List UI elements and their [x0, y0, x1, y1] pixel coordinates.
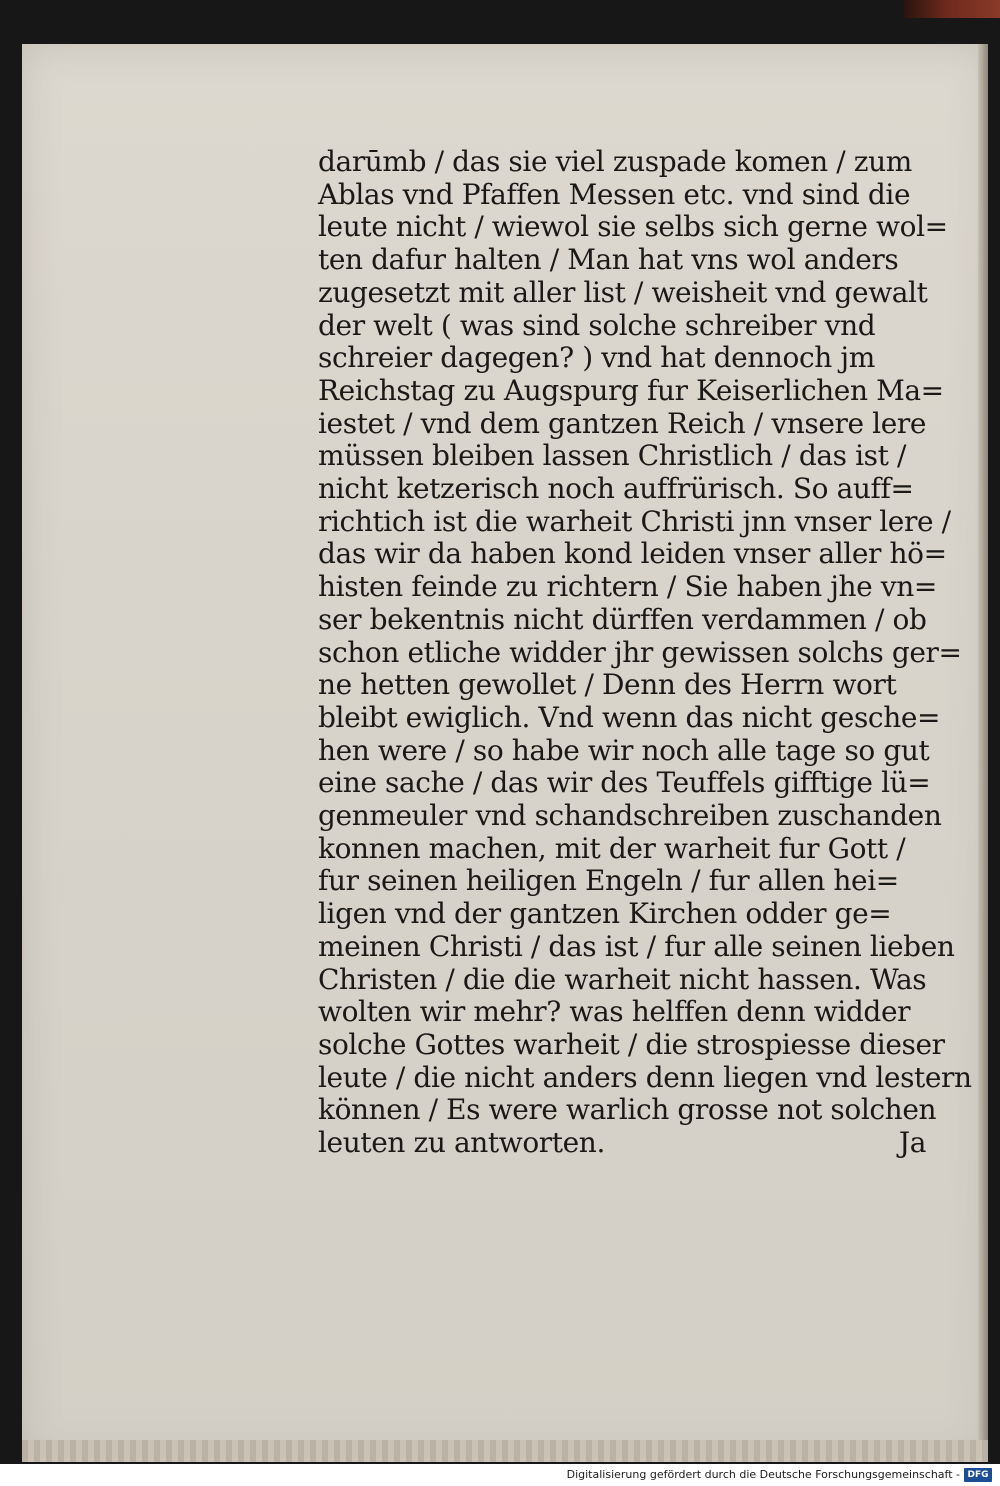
text-line: eine sache / das wir des Teuffels gifftige lü=	[318, 766, 931, 800]
text-line: solche Gottes warheit / die strospiesse dieser	[318, 1027, 945, 1061]
text-line: leute nicht / wiewol sie selbs sich gerne wol=	[318, 210, 948, 244]
text-line: der welt ( was sind solche schreiber vnd	[318, 308, 876, 342]
final-line	[318, 1127, 926, 1160]
text-line: können / Es were warlich grosse not solchen	[318, 1093, 937, 1127]
text-line: Reichstag zu Augspurg fur Keiserlichen Ma=	[318, 373, 944, 407]
text-line: histen feinde zu richtern / Sie haben jhe vn=	[318, 570, 937, 604]
text-line: ligen vnd der gantzen Kirchen odder ge=	[318, 897, 892, 931]
book-page	[22, 44, 988, 1462]
text-line: genmeuler vnd schandschreiben zuschanden	[318, 799, 942, 833]
text-line: zugesetzt mit aller list / weisheit vnd gewalt	[318, 275, 928, 309]
text-line: ten dafur halten / Man hat vns wol anders	[318, 243, 899, 277]
text-line: bleibt ewiglich. Vnd wenn das nicht gesche=	[318, 700, 941, 734]
text-line: richtich ist die warheit Christi jnn vnser lere /	[318, 504, 951, 538]
text-line: konnen machen, mit der warheit fur Gott /	[318, 831, 906, 865]
page-edge	[978, 44, 988, 1462]
text-line: iestet / vnd dem gantzen Reich / vnsere lere	[318, 406, 927, 440]
text-line: meinen Christi / das ist / fur alle seinen lieben	[318, 929, 955, 963]
footer-credit: Digitalisierung gefördert durch die Deutsche Forschungsgemeinschaft -	[566, 1468, 960, 1481]
book-edge	[904, 0, 1000, 18]
text-line: hen were / so habe wir noch alle tage so gut	[318, 733, 930, 767]
text-line: das wir da haben kond leiden vnser aller hö=	[318, 537, 947, 571]
text-line: müssen bleiben lassen Christlich / das ist /	[318, 439, 907, 473]
text-line: nicht ketzerisch noch auffrürisch. So auff=	[318, 472, 914, 506]
text-line: leute / die nicht anders denn liegen vnd lestern	[318, 1060, 972, 1094]
catchword: Ja	[898, 1126, 926, 1160]
text-line: Ablas vnd Pfaffen Messen etc. vnd sind die	[318, 177, 911, 211]
dfg-logo-icon: DFG	[964, 1468, 992, 1482]
text-line: ne hetten gewollet / Denn des Herrn wort	[318, 668, 897, 702]
footer-bar	[0, 1464, 1000, 1486]
text-line: fur seinen heiligen Engeln / fur allen hei=	[318, 864, 899, 898]
text-line: schon etliche widder jhr gewissen solchs ger=	[318, 635, 962, 669]
text-block	[318, 145, 972, 1160]
text-line: wolten wir mehr? was helffen denn widder	[318, 995, 911, 1029]
last-line-text: leuten zu antworten.	[318, 1126, 605, 1160]
text-line: schreier dagegen? ) vnd hat dennoch jm	[318, 341, 875, 375]
text-line: ser bekentnis nicht dürffen verdammen / ob	[318, 602, 927, 636]
text-line: darūmb / das sie viel zuspade komen / zum	[318, 145, 912, 178]
text-line: Christen / die die warheit nicht hassen. Was	[318, 962, 927, 996]
page-bottom-edge	[22, 1440, 988, 1462]
